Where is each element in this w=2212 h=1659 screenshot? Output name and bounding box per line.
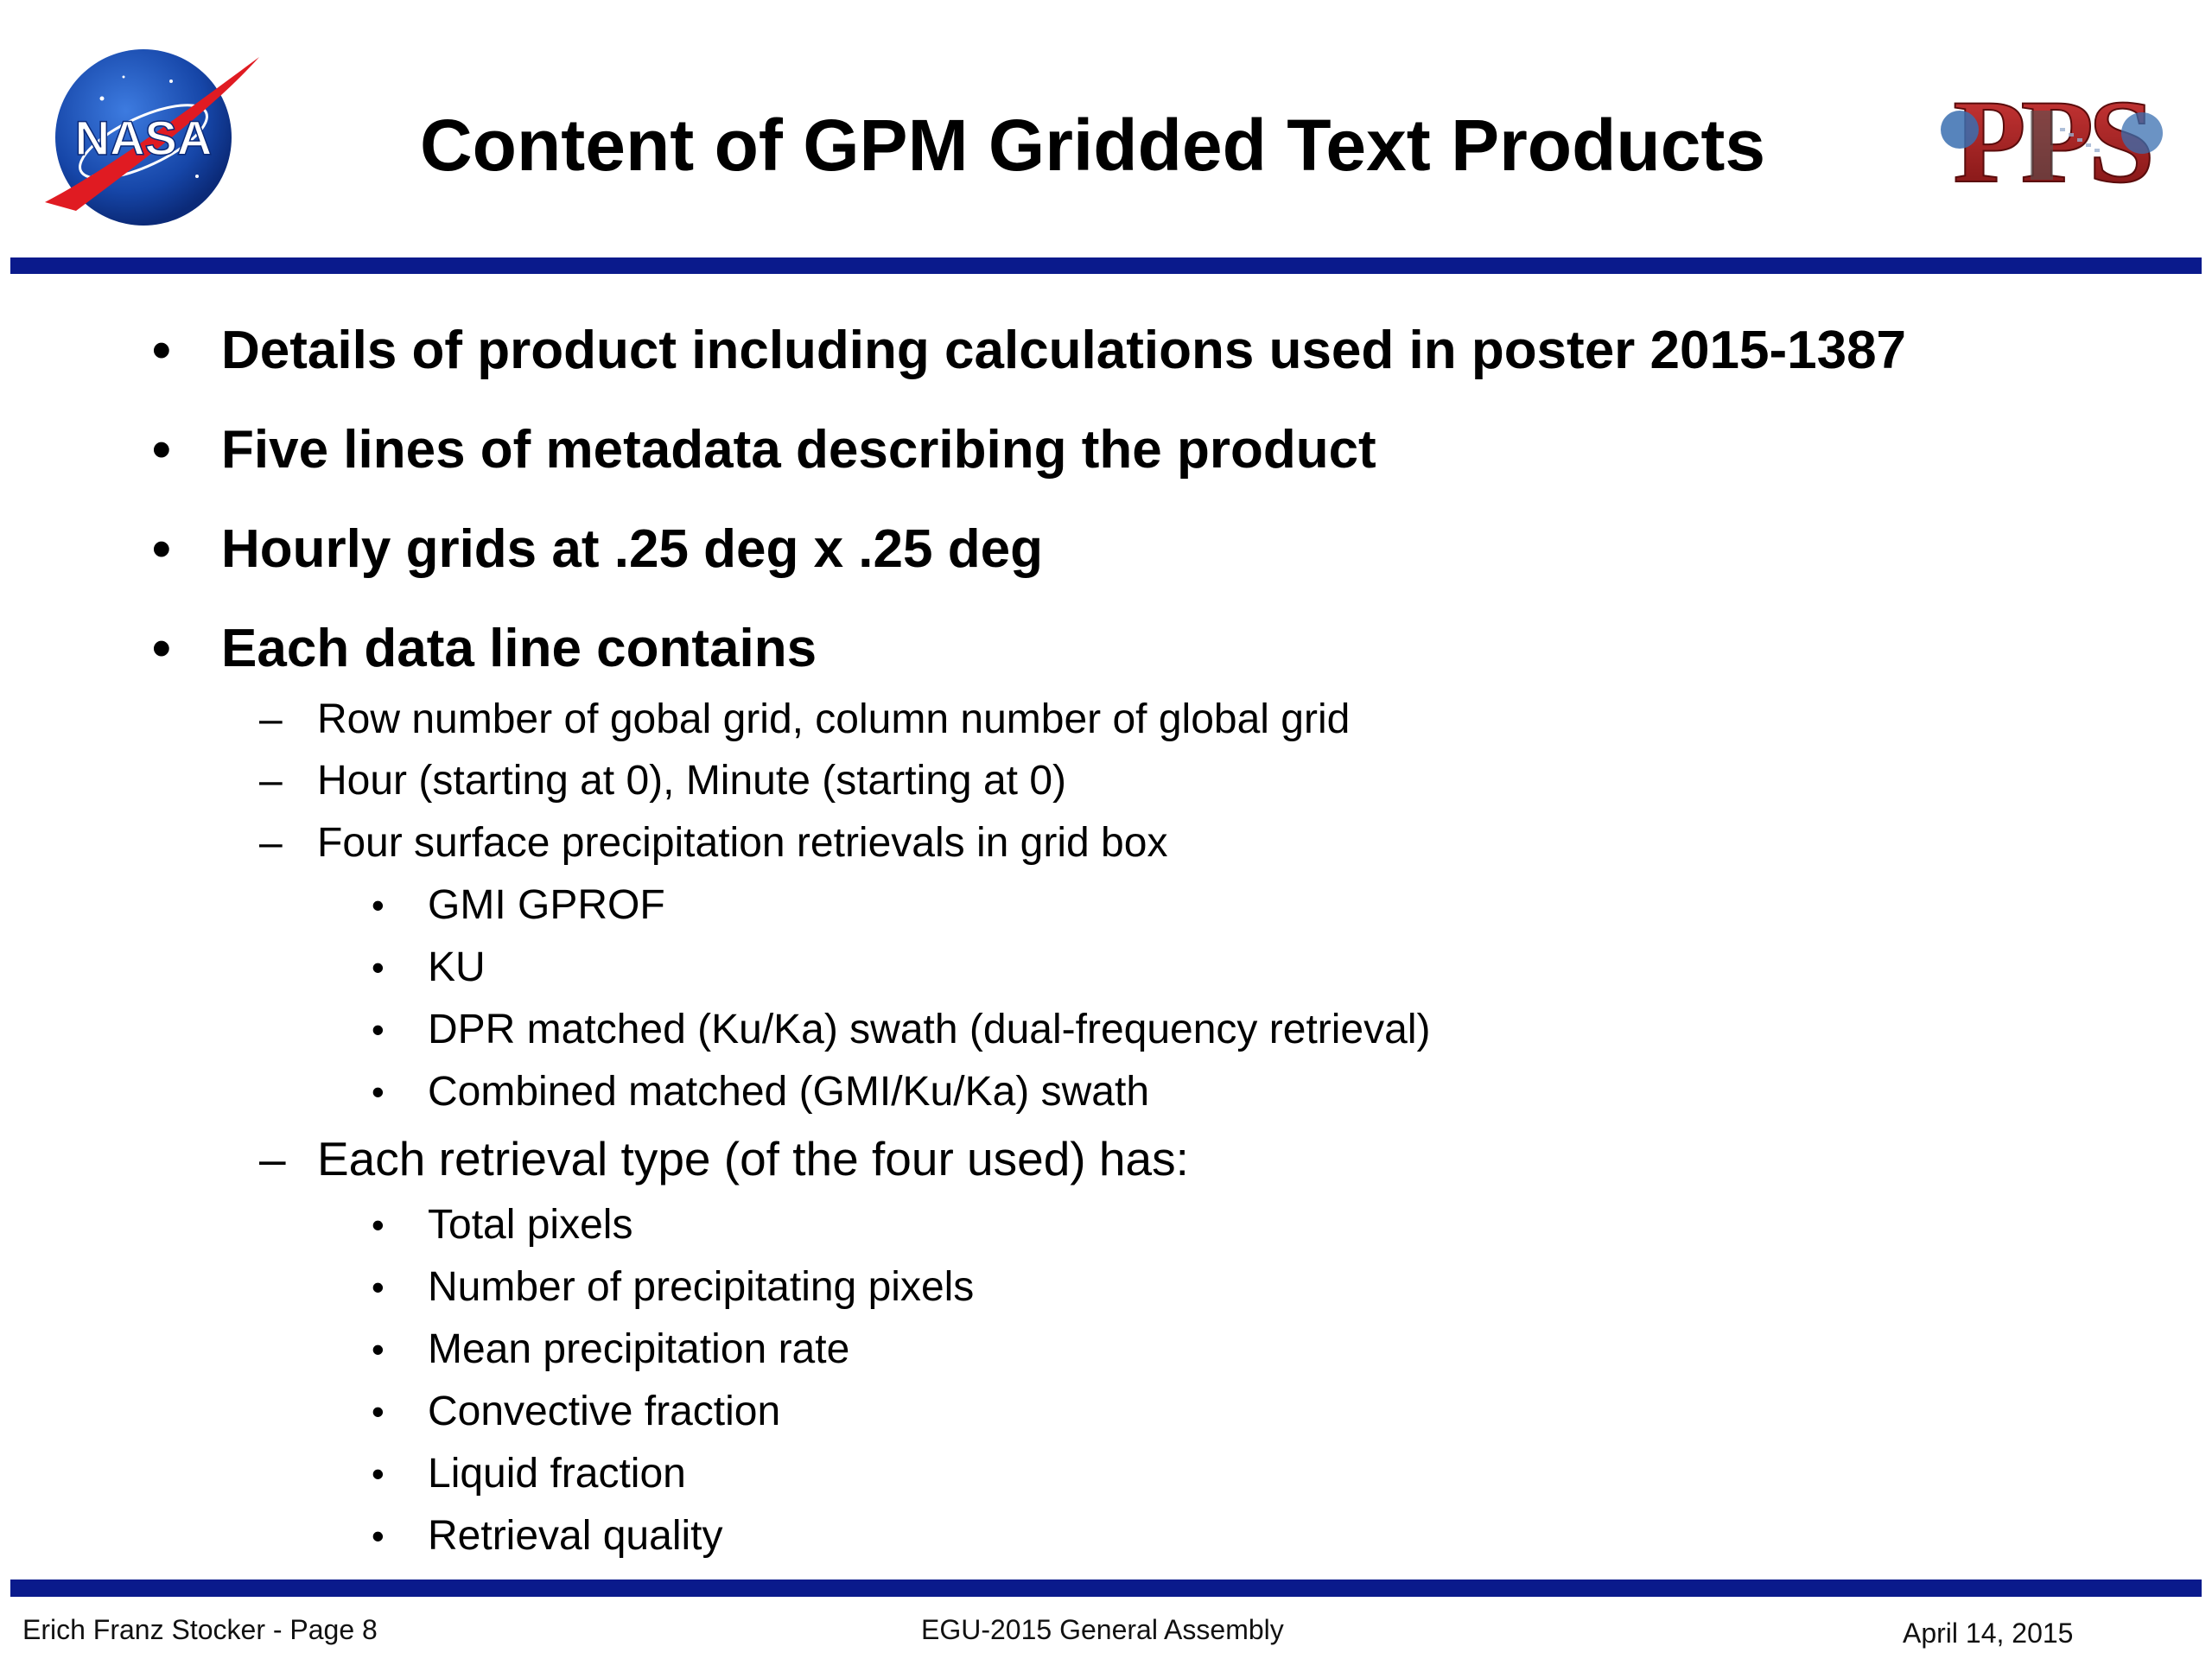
footer-date: April 14, 2015 (1903, 1618, 2074, 1649)
dash-marker: – (259, 758, 283, 804)
attribute-name: Retrieval quality (428, 1513, 723, 1559)
header-divider (10, 257, 2202, 274)
footer-event: EGU-2015 General Assembly (921, 1614, 1284, 1645)
bullet-text: Five lines of metadata describing the product (221, 420, 1376, 480)
bullet-marker: • (372, 1267, 385, 1307)
sub-bullet-text: Hour (starting at 0), Minute (starting at 0) (317, 758, 1066, 804)
nasa-meatball-icon (41, 47, 266, 228)
retrieval-name: DPR matched (Ku/Ka) swath (dual-frequency retrieval) (428, 1007, 1431, 1052)
sub-bullet-text: Each retrieval type (of the four used) has: (317, 1132, 1189, 1185)
dash-marker: – (259, 820, 283, 866)
attribute-name: Liquid fraction (428, 1451, 686, 1497)
svg-text:NASA: NASA (74, 111, 213, 165)
bullet-marker: • (372, 1009, 385, 1050)
bullet-marker: • (372, 885, 385, 925)
dash-marker: – (259, 696, 283, 742)
attribute-name: Convective fraction (428, 1389, 781, 1434)
bullet-marker: • (152, 619, 171, 678)
retrieval-name: KU (428, 944, 486, 990)
bullet-text: Each data line contains (221, 619, 817, 678)
attribute-name: Number of precipitating pixels (428, 1264, 975, 1310)
bullet-marker: • (372, 1453, 385, 1494)
bullet-text: Hourly grids at .25 deg x .25 deg (221, 519, 1043, 579)
bullet-marker: • (372, 1391, 385, 1432)
retrieval-name: Combined matched (GMI/Ku/Ka) swath (428, 1069, 1150, 1115)
footer-author-page: Erich Franz Stocker - Page 8 (22, 1614, 378, 1645)
sub-bullet-text: Four surface precipitation retrievals in grid box (317, 820, 1168, 866)
retrieval-name: GMI GPROF (428, 882, 665, 928)
pps-logo-icon (1922, 76, 2181, 206)
attribute-name: Mean precipitation rate (428, 1326, 850, 1372)
dash-marker: – (259, 1132, 286, 1185)
bullet-marker: • (372, 1516, 385, 1556)
nasa-logo (41, 47, 266, 228)
bullet-marker: • (152, 420, 171, 480)
bullet-marker: • (152, 519, 171, 579)
bullet-marker: • (372, 1071, 385, 1112)
sub-bullet-text: Row number of gobal grid, column number of global grid (317, 696, 1351, 742)
bullet-marker: • (372, 947, 385, 988)
bullet-marker: • (372, 1329, 385, 1370)
page-title: Content of GPM Gridded Text Products (420, 105, 1766, 186)
bullet-marker: • (152, 321, 171, 380)
bullet-text: Details of product including calculations used in poster 2015-1387 (221, 321, 1907, 380)
bullet-marker: • (372, 1205, 385, 1245)
attribute-name: Total pixels (428, 1202, 633, 1248)
footer-divider (10, 1580, 2202, 1597)
pps-logo (1922, 76, 2181, 206)
